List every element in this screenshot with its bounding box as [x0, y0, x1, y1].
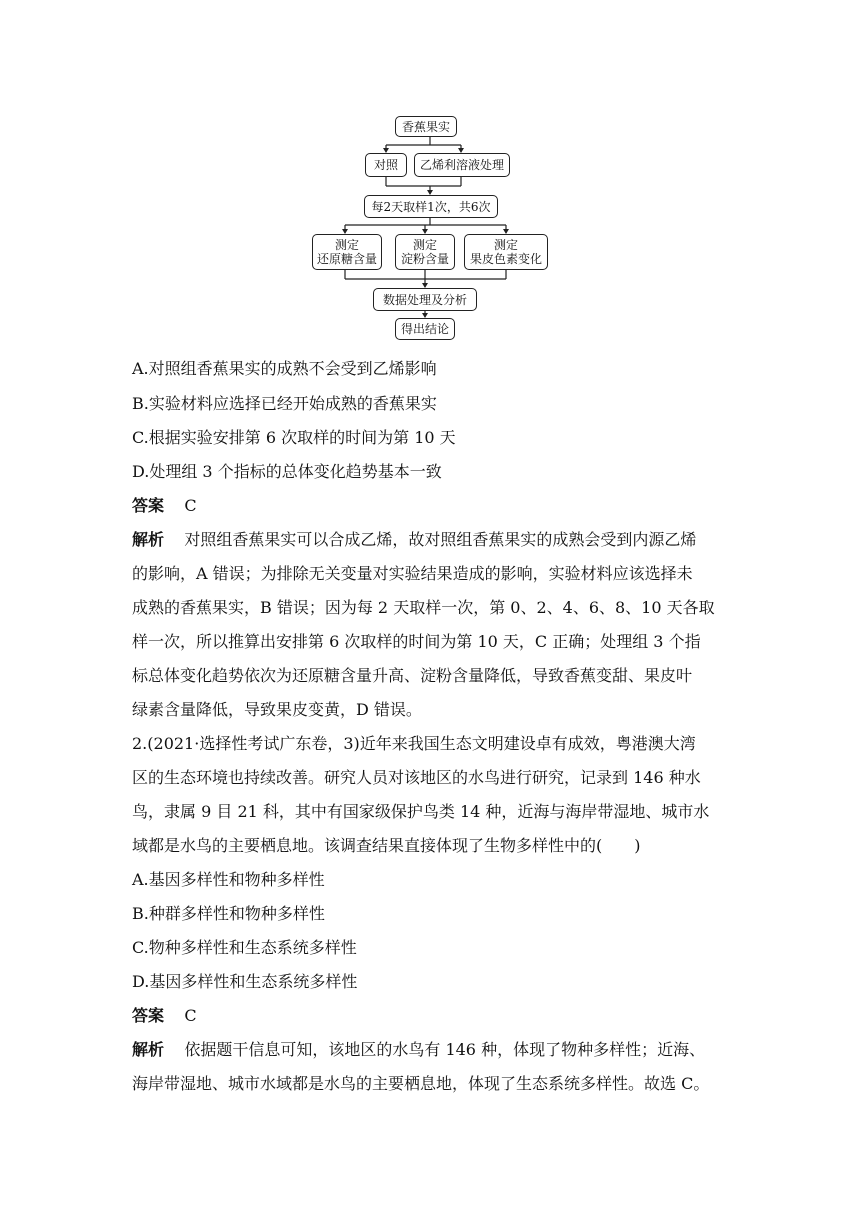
q1-answer-value: C	[184, 496, 197, 515]
q1-analysis-line-5: 标总体变化趋势依次为还原糖含量升高、淀粉含量降低，导致香蕉变甜、果皮叶	[132, 666, 693, 685]
flow-node-measure-starch: 测定 淀粉含量	[395, 234, 455, 270]
flow-node-treatment: 乙烯利溶液处理	[414, 153, 510, 177]
q2-analysis-line-2: 海岸带湿地、城市水域都是水鸟的主要栖息地，体现了生态系统多样性。故选 C。	[132, 1074, 710, 1093]
flow-node-measure-pigment: 测定 果皮色素变化	[464, 234, 548, 270]
q1-analysis-line-6: 绿素含量降低，导致果皮变黄，D 错误。	[132, 700, 422, 719]
flow-node-control: 对照	[365, 153, 407, 177]
flow-node-root: 香蕉果实	[395, 116, 457, 137]
q1-answer-label: 答案	[132, 496, 165, 515]
flow-node-sampling: 每2天取样1次，共6次	[364, 195, 498, 218]
q1-option-c: C.根据实验安排第 6 次取样的时间为第 10 天	[132, 428, 456, 447]
q1-analysis-line-1: 解析 对照组香蕉果实可以合成乙烯，故对照组香蕉果实的成熟会受到内源乙烯	[132, 530, 697, 549]
q2-stem-line-2: 区的生态环境也持续改善。研究人员对该地区的水鸟进行研究，记录到 146 种水	[132, 768, 701, 787]
q2-analysis-label: 解析	[132, 1040, 165, 1059]
q1-analysis-label: 解析	[132, 530, 165, 549]
q1-option-a: A.对照组香蕉果实的成熟不会受到乙烯影响	[132, 359, 437, 378]
flow-node-measure-sugar: 测定 还原糖含量	[312, 234, 382, 270]
q2-analysis-line-1: 解析 依据题干信息可知，该地区的水鸟有 146 种，体现了物种多样性；近海、	[132, 1040, 706, 1059]
q2-option-b: B.种群多样性和物种多样性	[132, 904, 325, 923]
q1-option-d: D.处理组 3 个指标的总体变化趋势基本一致	[132, 462, 442, 481]
q1-option-b: B.实验材料应选择已经开始成熟的香蕉果实	[132, 394, 437, 413]
experiment-flowchart	[0, 0, 860, 345]
q1-analysis-line-3: 成熟的香蕉果实，B 错误；因为每 2 天取样一次，第 0、2、4、6、8、10 天各取	[132, 598, 715, 617]
q1-analysis-line-4: 样一次，所以推算出安排第 6 次取样的时间为第 10 天，C 正确；处理组 3 个指	[132, 632, 701, 651]
q1-answer	[132, 496, 197, 516]
q2-answer	[132, 1006, 197, 1026]
q2-option-c: C.物种多样性和生态系统多样性	[132, 938, 357, 957]
q2-stem-line-1: 2.(2021·选择性考试广东卷，3)近年来我国生态文明建设卓有成效，粤港澳大湾	[132, 734, 696, 753]
flow-node-analysis: 数据处理及分析	[373, 288, 477, 311]
q2-answer-label: 答案	[132, 1006, 165, 1025]
q2-option-d: D.基因多样性和生态系统多样性	[132, 972, 358, 991]
q2-option-a: A.基因多样性和物种多样性	[132, 870, 325, 889]
flow-node-conclusion: 得出结论	[395, 318, 455, 340]
q2-stem-line-4: 域都是水鸟的主要栖息地。该调查结果直接体现了生物多样性中的( )	[132, 836, 641, 855]
q2-answer-value: C	[184, 1006, 197, 1025]
q1-analysis-line-2: 的影响，A 错误；为排除无关变量对实验结果造成的影响，实验材料应该选择未	[132, 564, 693, 583]
q2-stem-line-3: 鸟，隶属 9 目 21 科，其中有国家级保护鸟类 14 种，近海与海岸带湿地、城市水	[132, 802, 710, 821]
